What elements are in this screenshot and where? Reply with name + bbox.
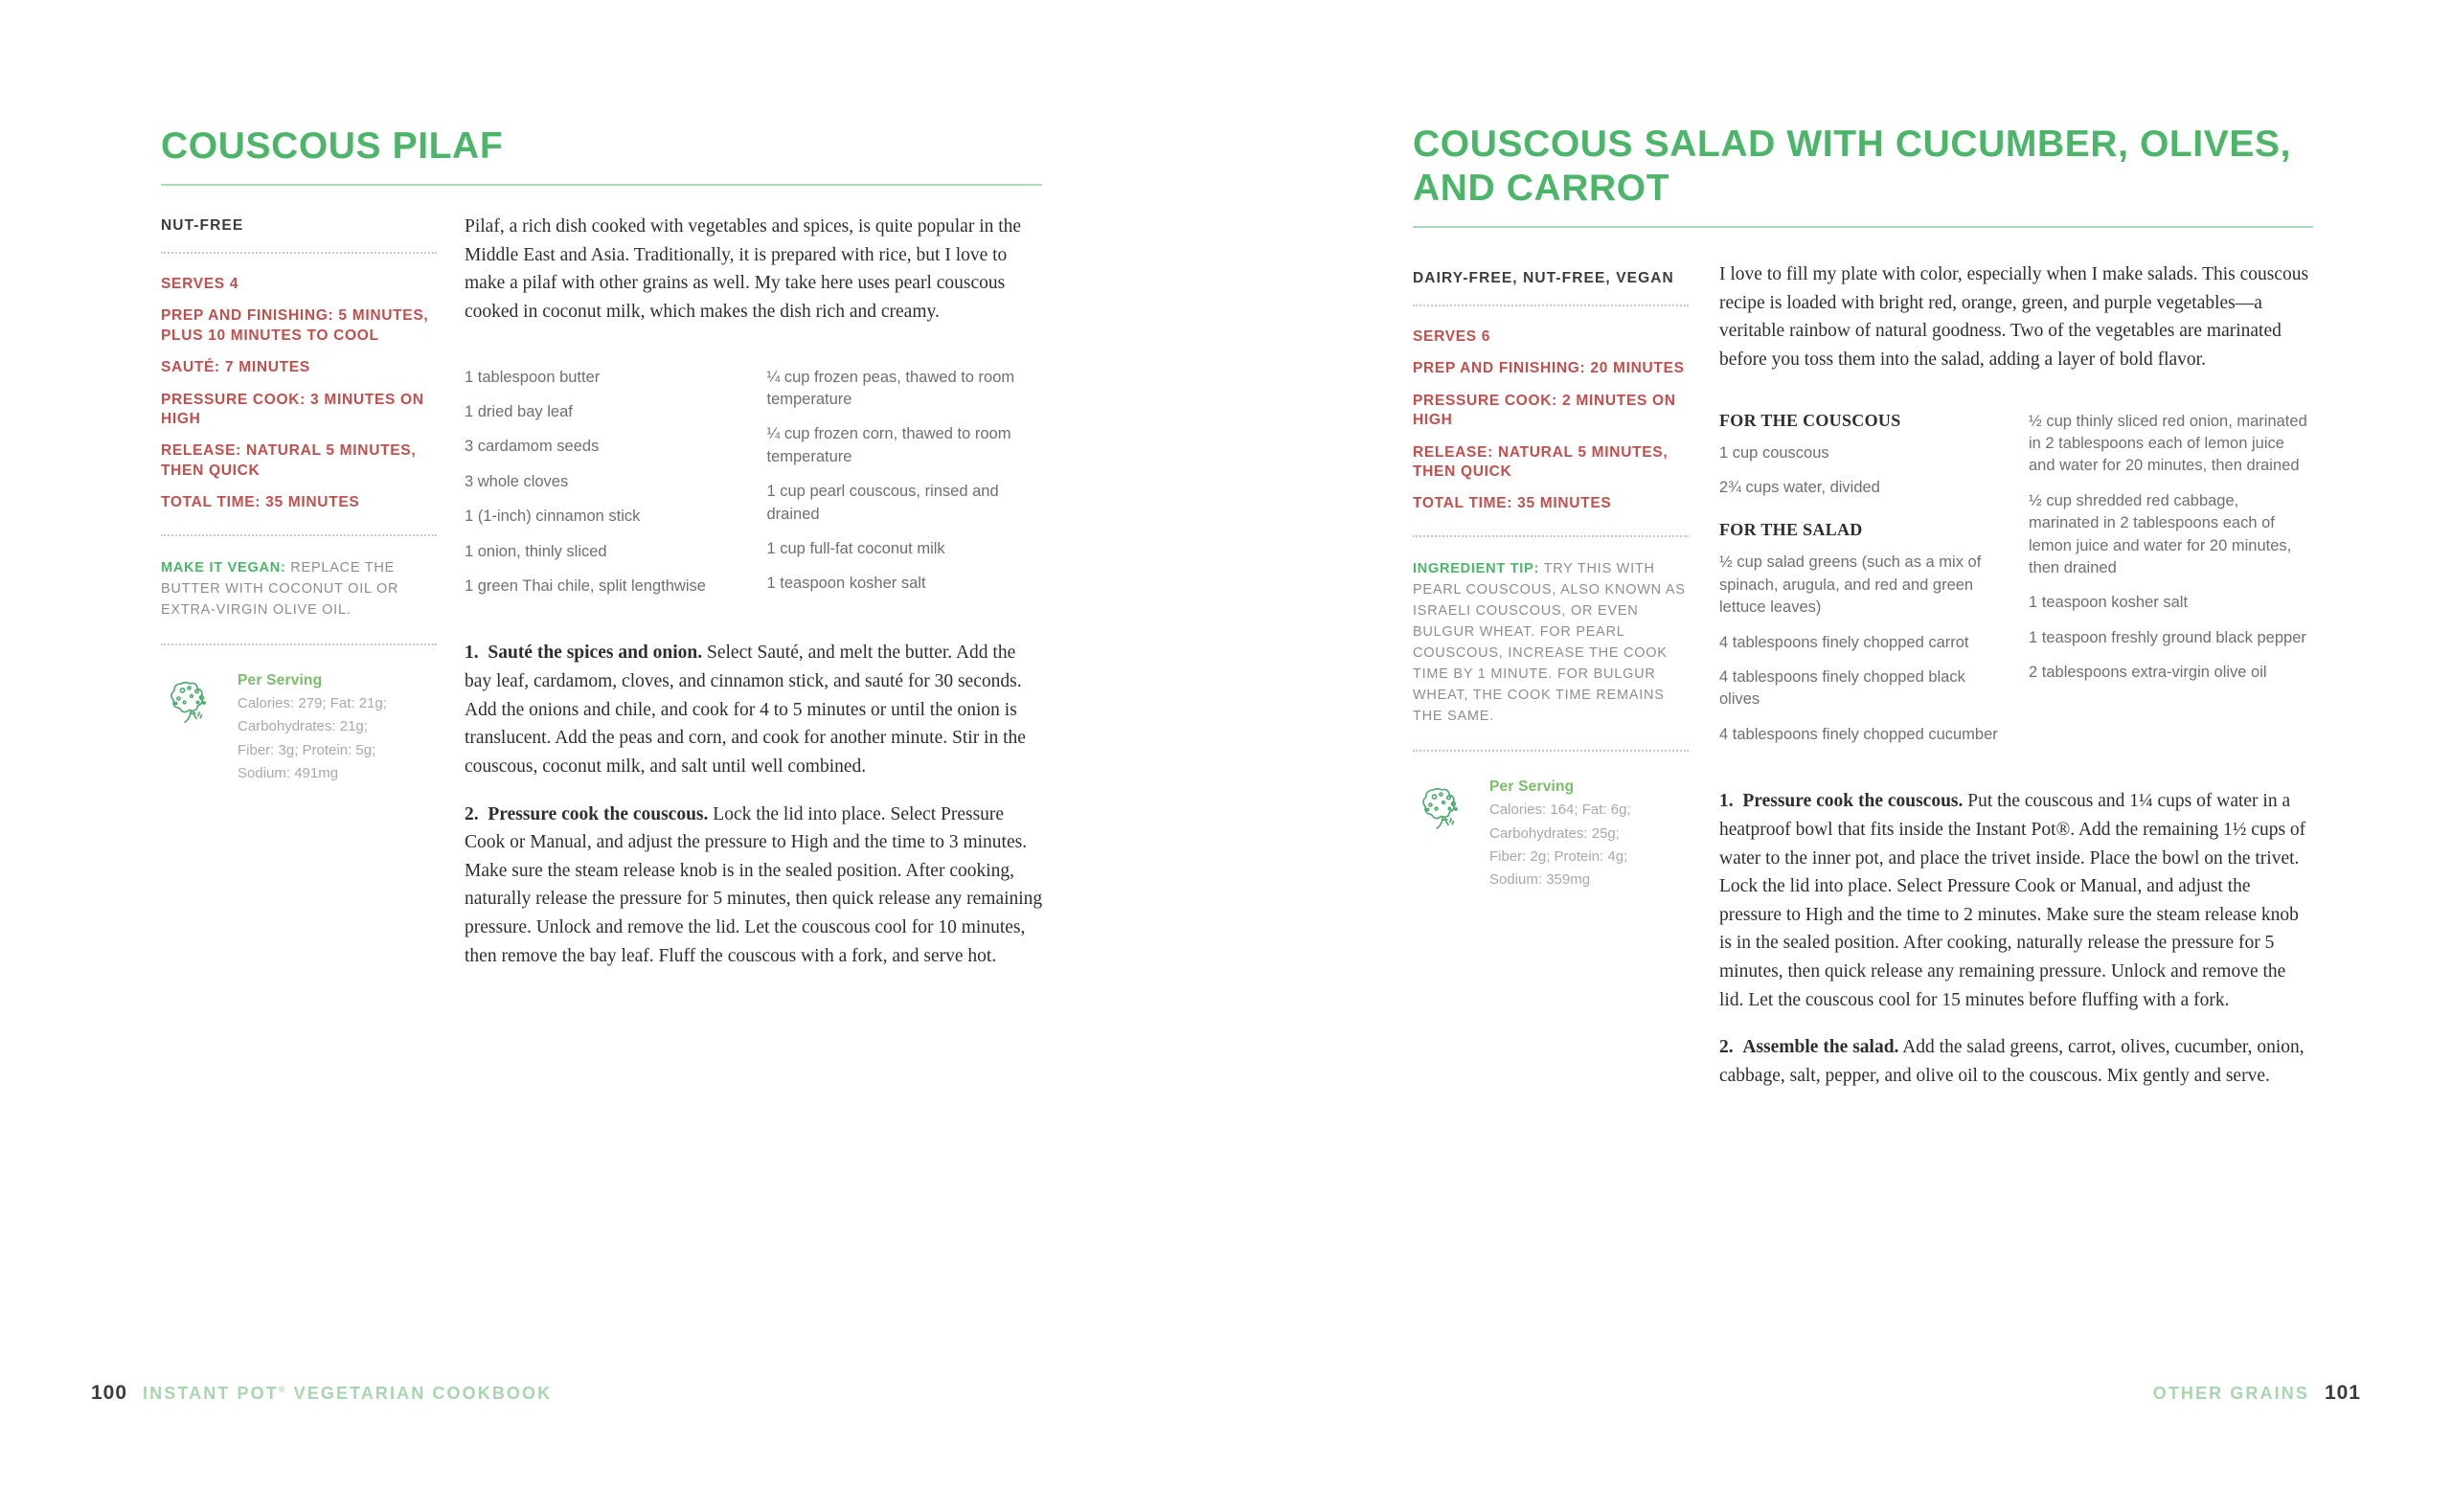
instruction-step — [465, 801, 1044, 971]
ingredient-item: 1 (1-inch) cinnamon stick — [465, 508, 641, 526]
ingredient-item: ½ cup shredded red cabbage, marinated in 2 tablespoons each of lemon juice and water for 20 minutes, then drained — [2029, 491, 2292, 577]
ingredient-item: 1 tablespoon butter — [465, 368, 601, 386]
step-body: Add the salad greens, carrot, olives, cucumber, onion, cabbage, salt, pepper, and olive oil to the couscous. Mix gently and serve. — [1719, 1037, 2304, 1086]
divider — [1413, 750, 1689, 752]
instructions-left — [465, 639, 1044, 970]
step-body: Select Sauté, and melt the butter. Add the bay leaf, cardamom, cloves, and cinnamon stick, and sauté for 30 seconds. Add the onions and chile, and cook for 4 to 5 minutes or until the onion is translucent. Add the peas and corn, and cook for another minute. Stir in the couscous, coconut milk, and salt until well combined. — [465, 643, 1026, 777]
broccoli-icon — [161, 670, 224, 738]
meta-total-time: TOTAL TIME: 35 MINUTES — [161, 494, 360, 511]
ingredient-item: 1 teaspoon kosher salt — [766, 575, 926, 593]
page-number-right: 101 — [2324, 1382, 2361, 1404]
nutrition-text-left — [238, 668, 387, 785]
ingredient-item: 1 dried bay leaf — [465, 402, 573, 420]
step-heading: Pressure cook the couscous. — [1742, 791, 1964, 812]
meta-pressure-cook: PRESSURE COOK: 3 MINUTES ON HIGH — [161, 391, 424, 427]
right-page — [1226, 0, 2452, 1512]
title-divider-left — [161, 184, 1042, 186]
ingredients-column-1 — [465, 367, 742, 611]
running-head-left — [143, 1384, 552, 1404]
dietary-tags-left: NUT-FREE — [161, 217, 244, 234]
meta-release: RELEASE: NATURAL 5 MINUTES, THEN QUICK — [1413, 443, 1669, 480]
ingredient-item: 4 tablespoons finely chopped black olives — [1719, 668, 1965, 709]
ingredient-item: 1 teaspoon kosher salt — [2029, 594, 2189, 612]
note-label: MAKE IT VEGAN: — [161, 559, 286, 575]
instruction-step — [1719, 1033, 2313, 1090]
meta-release: RELEASE: NATURAL 5 MINUTES, THEN QUICK — [161, 442, 417, 479]
step-number: 2. — [465, 803, 479, 824]
ingredient-item: ¼ cup frozen peas, thawed to room temperature — [766, 368, 1015, 408]
nutrition-block-left — [161, 668, 439, 785]
step-heading: Assemble the salad. — [1742, 1037, 1899, 1058]
ingredient-item: 2¾ cups water, divided — [1719, 478, 1880, 496]
nutrition-text-right — [1489, 775, 1631, 891]
ingredient-item: 1 onion, thinly sliced — [465, 542, 607, 560]
ingredient-item: 1 cup couscous — [1719, 443, 1829, 462]
ingredient-item: 3 whole cloves — [465, 472, 569, 490]
ingredients-column-1 — [1719, 411, 2004, 759]
dietary-tags-right: DAIRY-FREE, NUT-FREE, VEGAN — [1413, 270, 1674, 286]
recipe-meta-left — [161, 275, 439, 513]
meta-pressure-cook: PRESSURE COOK: 2 MINUTES ON HIGH — [1413, 392, 1676, 429]
meta-total-time: TOTAL TIME: 35 MINUTES — [1413, 495, 1612, 512]
divider — [161, 252, 437, 254]
ingredient-item: 4 tablespoons finely chopped carrot — [1719, 633, 1969, 651]
running-head-text-2: VEGETARIAN COOKBOOK — [286, 1384, 553, 1403]
page-number-left: 100 — [91, 1382, 128, 1404]
ingredient-item: 1 cup full-fat coconut milk — [766, 540, 945, 558]
make-it-vegan-note — [161, 557, 439, 621]
broccoli-icon — [1413, 777, 1476, 845]
meta-saute: SAUTÉ: 7 MINUTES — [161, 359, 310, 376]
instruction-step — [465, 639, 1044, 780]
right-main-column — [1719, 260, 2313, 1091]
recipe-intro-right: I love to fill my plate with color, especially when I make salads. This couscous recipe is loaded with bright red, orange, green, and purple vegetables—a veritable rainbow of natural goodness. Two of the vegetables are marinated before you toss them into the salad, adding a layer of bold flavor. — [1719, 264, 2309, 370]
right-footer — [2153, 1382, 2361, 1405]
page-title-left: COUSCOUS PILAF — [161, 125, 504, 167]
nutrition-heading: Per Serving — [238, 671, 323, 688]
nutrition-line-2: Carbohydrates: 21g; — [238, 718, 368, 735]
nutrition-line-4: Sodium: 359mg — [1489, 871, 1591, 889]
nutrition-line-3: Fiber: 3g; Protein: 5g; — [238, 741, 376, 758]
nutrition-block-right — [1413, 775, 1691, 891]
step-body: Lock the lid into place. Select Pressure Cook or Manual, and adjust the pressure to High and the time to 3 minutes. Make sure the steam release knob is in the sealed position. After cooking, naturally release the pressure for 5 minutes, then quick release any remaining pressure. Unlock and remove the lid. Let the couscous cool for 10 minutes, then remove the bay leaf. Fluff the couscous with a fork, and serve hot. — [465, 803, 1043, 966]
nutrition-heading: Per Serving — [1489, 779, 1575, 796]
ingredients-column-2 — [2029, 411, 2313, 759]
left-main-column — [465, 213, 1044, 970]
ingredient-item: 1 cup pearl couscous, rinsed and drained — [766, 483, 999, 523]
running-head-right: OTHER GRAINS — [2152, 1384, 2309, 1403]
title-divider-right — [1413, 226, 2313, 228]
step-number: 2. — [1719, 1037, 1734, 1058]
step-number: 1. — [465, 643, 479, 664]
meta-prep: PREP AND FINISHING: 20 MINUTES — [1413, 360, 1685, 377]
ingredient-tip-note — [1413, 558, 1691, 727]
note-label: INGREDIENT TIP: — [1413, 560, 1540, 576]
meta-serves: SERVES 4 — [161, 275, 239, 292]
ingredients-right — [1719, 411, 2313, 759]
ingredient-group-heading-salad: FOR THE SALAD — [1719, 520, 1863, 540]
ingredient-item: 3 cardamom seeds — [465, 438, 600, 456]
nutrition-line-4: Sodium: 491mg — [238, 764, 339, 781]
divider — [1413, 305, 1689, 306]
left-footer — [91, 1382, 552, 1405]
ingredient-item: 2 tablespoons extra-virgin olive oil — [2029, 664, 2267, 682]
divider — [1413, 535, 1689, 537]
meta-serves: SERVES 6 — [1413, 327, 1491, 345]
nutrition-line-1: Calories: 279; Fat: 21g; — [238, 694, 387, 711]
ingredient-item: 4 tablespoons finely chopped cucumber — [1719, 725, 1998, 743]
ingredient-item: ½ cup salad greens (such as a mix of spinach, arugula, and red and green lettuce leaves) — [1719, 553, 1982, 617]
left-sidebar — [161, 215, 439, 785]
page-title-right: COUSCOUS SALAD WITH CUCUMBER, OLIVES, AND CARROT — [1413, 124, 2292, 210]
divider — [161, 534, 437, 536]
note-text: REPLACE THE BUTTER WITH COCONUT OIL OR EXTRA-VIRGIN OLIVE OIL. — [161, 559, 399, 618]
instructions-right — [1719, 787, 2313, 1090]
step-number: 1. — [1719, 791, 1734, 812]
running-head-text: INSTANT POT — [143, 1384, 279, 1403]
ingredient-item: 1 teaspoon freshly ground black pepper — [2029, 628, 2306, 646]
ingredient-item: ½ cup thinly sliced red onion, marinated in 2 tablespoons each of lemon juice and water for 20 minutes, then drained — [2029, 412, 2307, 475]
recipe-meta-right — [1413, 327, 1691, 514]
step-heading: Sauté the spices and onion. — [488, 643, 703, 664]
meta-prep: PREP AND FINISHING: 5 MINUTES, PLUS 10 MINUTES TO COOL — [161, 307, 429, 344]
nutrition-line-3: Fiber: 2g; Protein: 4g; — [1489, 847, 1628, 865]
ingredient-group-heading-couscous: FOR THE COUSCOUS — [1719, 410, 1901, 430]
divider — [161, 643, 437, 645]
instruction-step — [1719, 787, 2313, 1014]
ingredients-column-2 — [767, 367, 1045, 611]
right-sidebar — [1413, 268, 1691, 891]
nutrition-line-1: Calories: 164; Fat: 6g; — [1489, 801, 1631, 819]
step-body: Put the couscous and 1¼ cups of water in a heatproof bowl that fits inside the Instant Pot®. Add the remaining 1½ cups of water to the inner pot, and place the trivet inside. Place the bowl on the trivet. Lock the lid into place. Select Pressure Cook or Manual, and adjust the pressure to High and the time to 2 minutes. Make sure the steam release knob is in the sealed position. After cooking, naturally release the pressure for 5 minutes, then quick release any remaining pressure. Unlock and remove the lid. Let the couscous cool for 15 minutes before fluffing with a fork. — [1719, 791, 2306, 1010]
ingredient-item: ¼ cup frozen corn, thawed to room temperature — [766, 425, 1011, 465]
recipe-intro-left: Pilaf, a rich dish cooked with vegetables and spices, is quite popular in the Middle East and Asia. Traditionally, it is prepared with rice, but I love to make a pilaf with other grains as well. My take here uses pearl couscous cooked in coconut milk, which makes the dish rich and creamy. — [465, 216, 1022, 322]
step-heading: Pressure cook the couscous. — [488, 803, 709, 824]
nutrition-line-2: Carbohydrates: 25g; — [1489, 824, 1620, 842]
registered-mark: ® — [278, 1385, 287, 1394]
note-text: TRY THIS WITH PEARL COUSCOUS, ALSO KNOWN AS ISRAELI COUSCOUS, OR EVEN BULGUR WHEAT. FOR PEARL COUSCOUS, INCREASE THE COOK TIME BY 1 MINUTE. FOR BULGUR WHEAT, THE COOK TIME REMAINS THE SAME. — [1413, 560, 1686, 725]
ingredients-left — [465, 367, 1044, 611]
ingredient-item: 1 green Thai chile, split lengthwise — [465, 577, 706, 596]
